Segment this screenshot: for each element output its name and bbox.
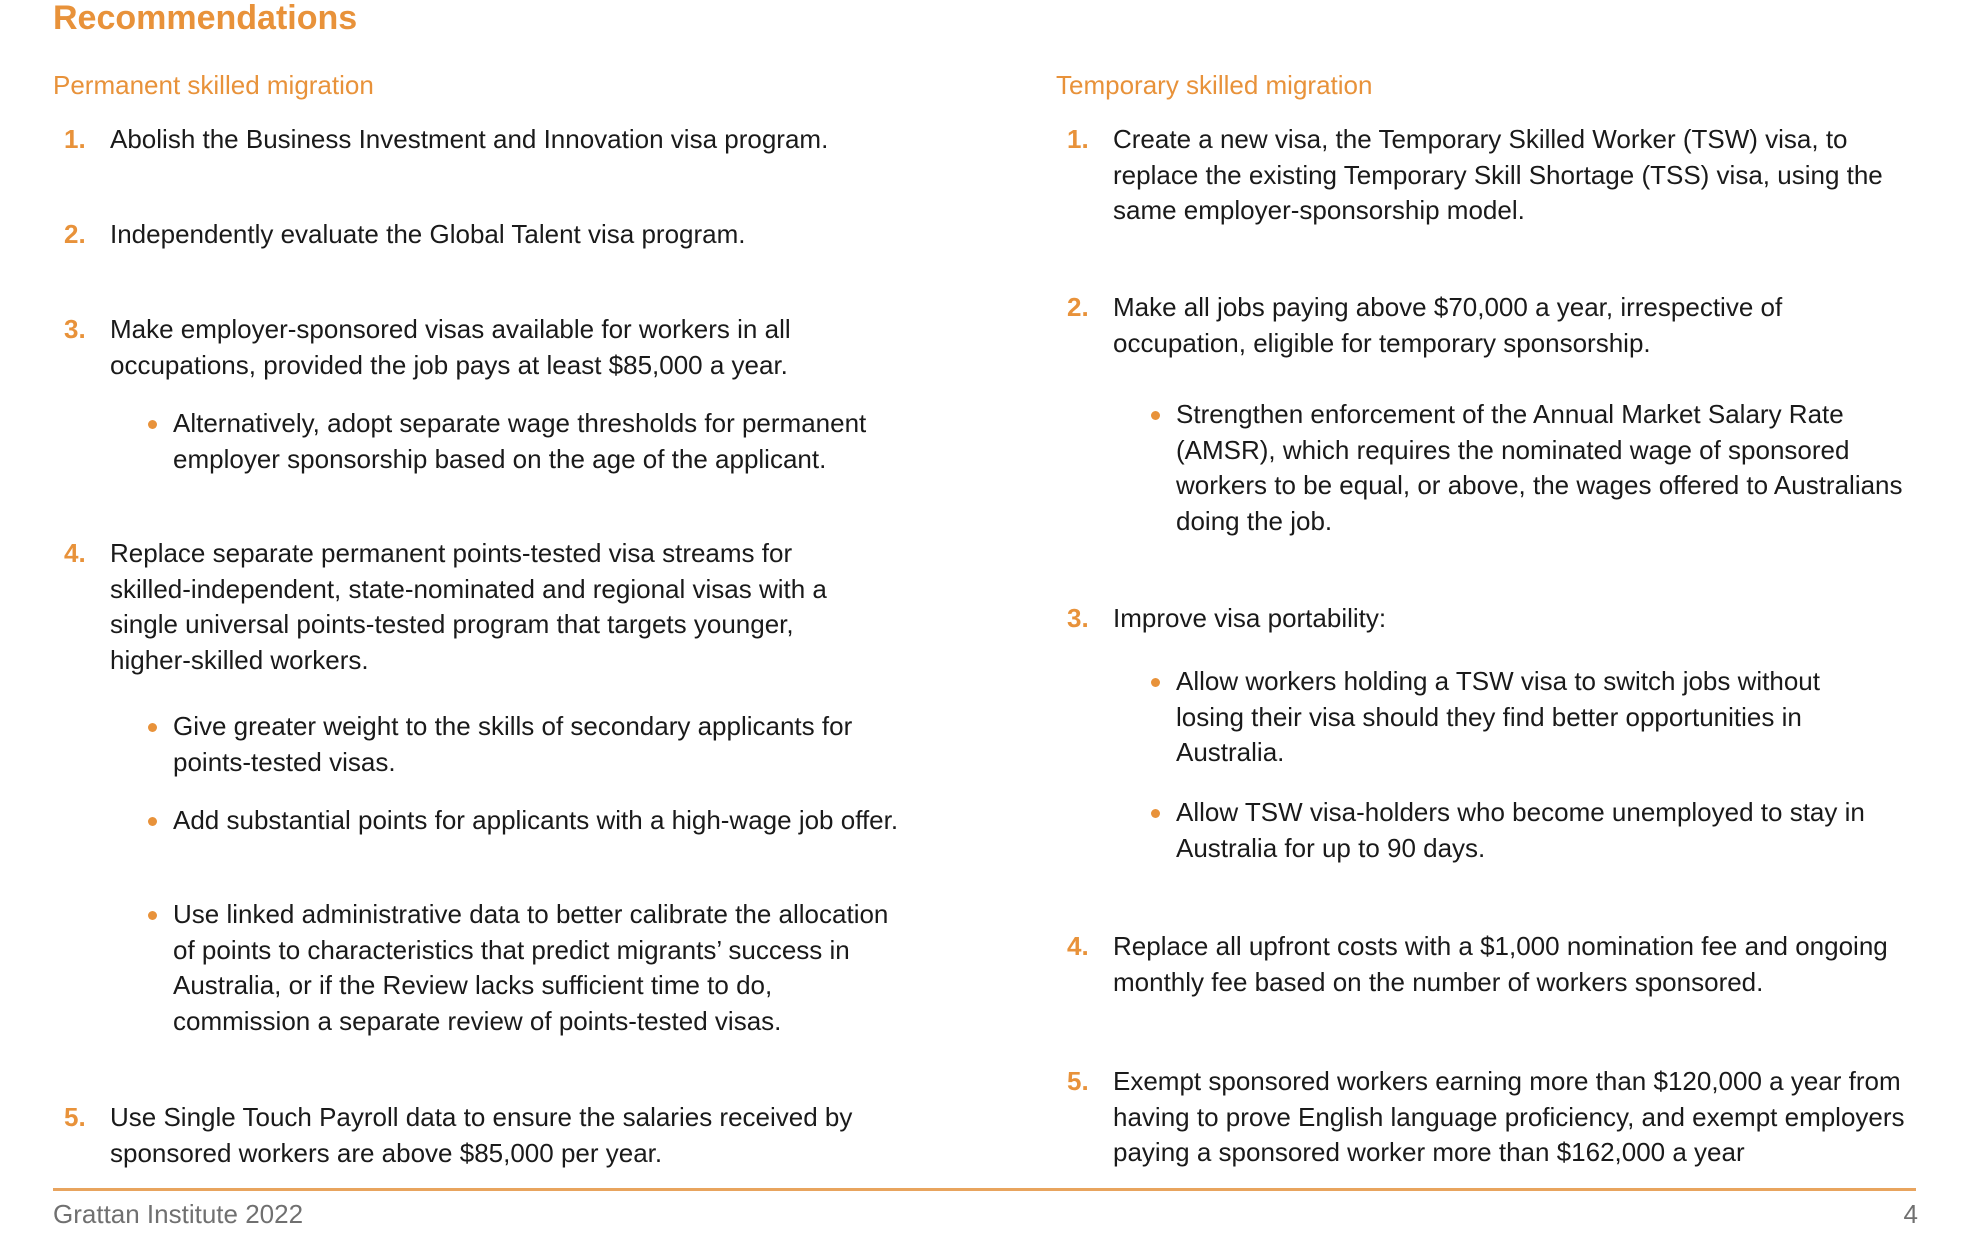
bullet-dot	[148, 817, 157, 826]
item-number: 2.	[1067, 292, 1089, 322]
right-item-3	[1067, 601, 1873, 637]
left-item-4-bullet-3	[173, 897, 913, 1039]
bullet-text: Allow workers holding a TSW visa to switch jobs without losing their visa should they find better opportunities in Australia.	[1176, 666, 1820, 767]
bullet-dot	[1151, 678, 1160, 687]
right-item-1	[1067, 122, 1893, 229]
item-text: Create a new visa, the Temporary Skilled Worker (TSW) visa, to replace the existing Temporary Skill Shortage (TSS) visa, using the same employer-sponsorship model.	[1113, 124, 1883, 225]
item-number: 4.	[1067, 931, 1089, 961]
left-column-heading: Permanent skilled migration	[53, 70, 374, 100]
item-number: 5.	[64, 1102, 86, 1132]
item-number: 3.	[64, 314, 86, 344]
bullet-text: Alternatively, adopt separate wage thresholds for permanent employer sponsorship based on the age of the applicant.	[173, 408, 867, 474]
bullet-text: Use linked administrative data to better calibrate the allocation of points to characteristics that predict migrants’ success in Australia, or if the Review lacks sufficient time to do, commission a separate review of points-tested visas.	[173, 899, 889, 1036]
item-text: Replace all upfront costs with a $1,000 nomination fee and ongoing monthly fee based on the number of workers sponsored.	[1113, 931, 1888, 997]
footer-source: Grattan Institute 2022	[53, 1199, 304, 1229]
right-item-4	[1067, 929, 1913, 1000]
right-item-3-bullet-2	[1176, 795, 1916, 866]
bullet-text: Allow TSW visa-holders who become unemployed to stay in Australia for up to 90 days.	[1176, 797, 1865, 863]
item-text: Use Single Touch Payroll data to ensure the salaries received by sponsored workers are above $85,000 per year.	[110, 1102, 853, 1168]
bullet-dot	[1151, 411, 1160, 420]
page-title: Recommendations	[53, 0, 358, 37]
item-text: Make all jobs paying above $70,000 a year, irrespective of occupation, eligible for temporary sponsorship.	[1113, 292, 1783, 358]
left-item-5	[64, 1100, 930, 1171]
bullet-text: Add substantial points for applicants with a high-wage job offer.	[173, 805, 899, 835]
left-item-3	[64, 312, 835, 383]
item-text: Make employer-sponsored visas available for workers in all occupations, provided the job pays at least $85,000 a year.	[110, 314, 791, 380]
right-item-3-bullet-1	[1176, 664, 1876, 771]
right-item-2	[1067, 290, 1853, 361]
left-item-1	[64, 122, 910, 158]
item-number: 3.	[1067, 603, 1089, 633]
left-item-3-bullet-1	[173, 406, 913, 477]
item-number: 1.	[64, 124, 86, 154]
item-text: Improve visa portability:	[1113, 603, 1387, 633]
item-number: 4.	[64, 538, 86, 568]
bullet-dot	[148, 723, 157, 732]
right-item-2-bullet-1	[1176, 397, 1916, 539]
bullet-dot	[148, 420, 157, 429]
left-item-4	[64, 536, 860, 678]
page-number: 4	[1903, 1199, 1918, 1229]
bullet-text: Give greater weight to the skills of secondary applicants for points-tested visas.	[173, 711, 853, 777]
footer-divider	[53, 1188, 1916, 1191]
right-column-heading: Temporary skilled migration	[1056, 70, 1373, 100]
item-text: Exempt sponsored workers earning more than $120,000 a year from having to prove English language proficiency, and exempt employers paying a sponsored worker more than $162,000 a year	[1113, 1066, 1905, 1167]
item-text: Independently evaluate the Global Talent visa program.	[110, 219, 746, 249]
bullet-dot	[1151, 809, 1160, 818]
bullet-text: Strengthen enforcement of the Annual Market Salary Rate (AMSR), which requires the nominated wage of sponsored workers to be equal, or above, the wages offered to Australians doing the job.	[1176, 399, 1903, 536]
bullet-dot	[148, 911, 157, 920]
item-number: 2.	[64, 219, 86, 249]
item-text: Abolish the Business Investment and Innovation visa program.	[110, 124, 829, 154]
left-item-2	[64, 217, 910, 253]
right-item-5	[1067, 1064, 1923, 1171]
item-text: Replace separate permanent points-tested visa streams for skilled-independent, state-nominated and regional visas with a single universal points-tested program that targets younger, higher-skilled workers.	[110, 538, 827, 675]
item-number: 5.	[1067, 1066, 1089, 1096]
item-number: 1.	[1067, 124, 1089, 154]
left-item-4-bullet-2	[173, 803, 913, 839]
left-item-4-bullet-1	[173, 709, 913, 780]
